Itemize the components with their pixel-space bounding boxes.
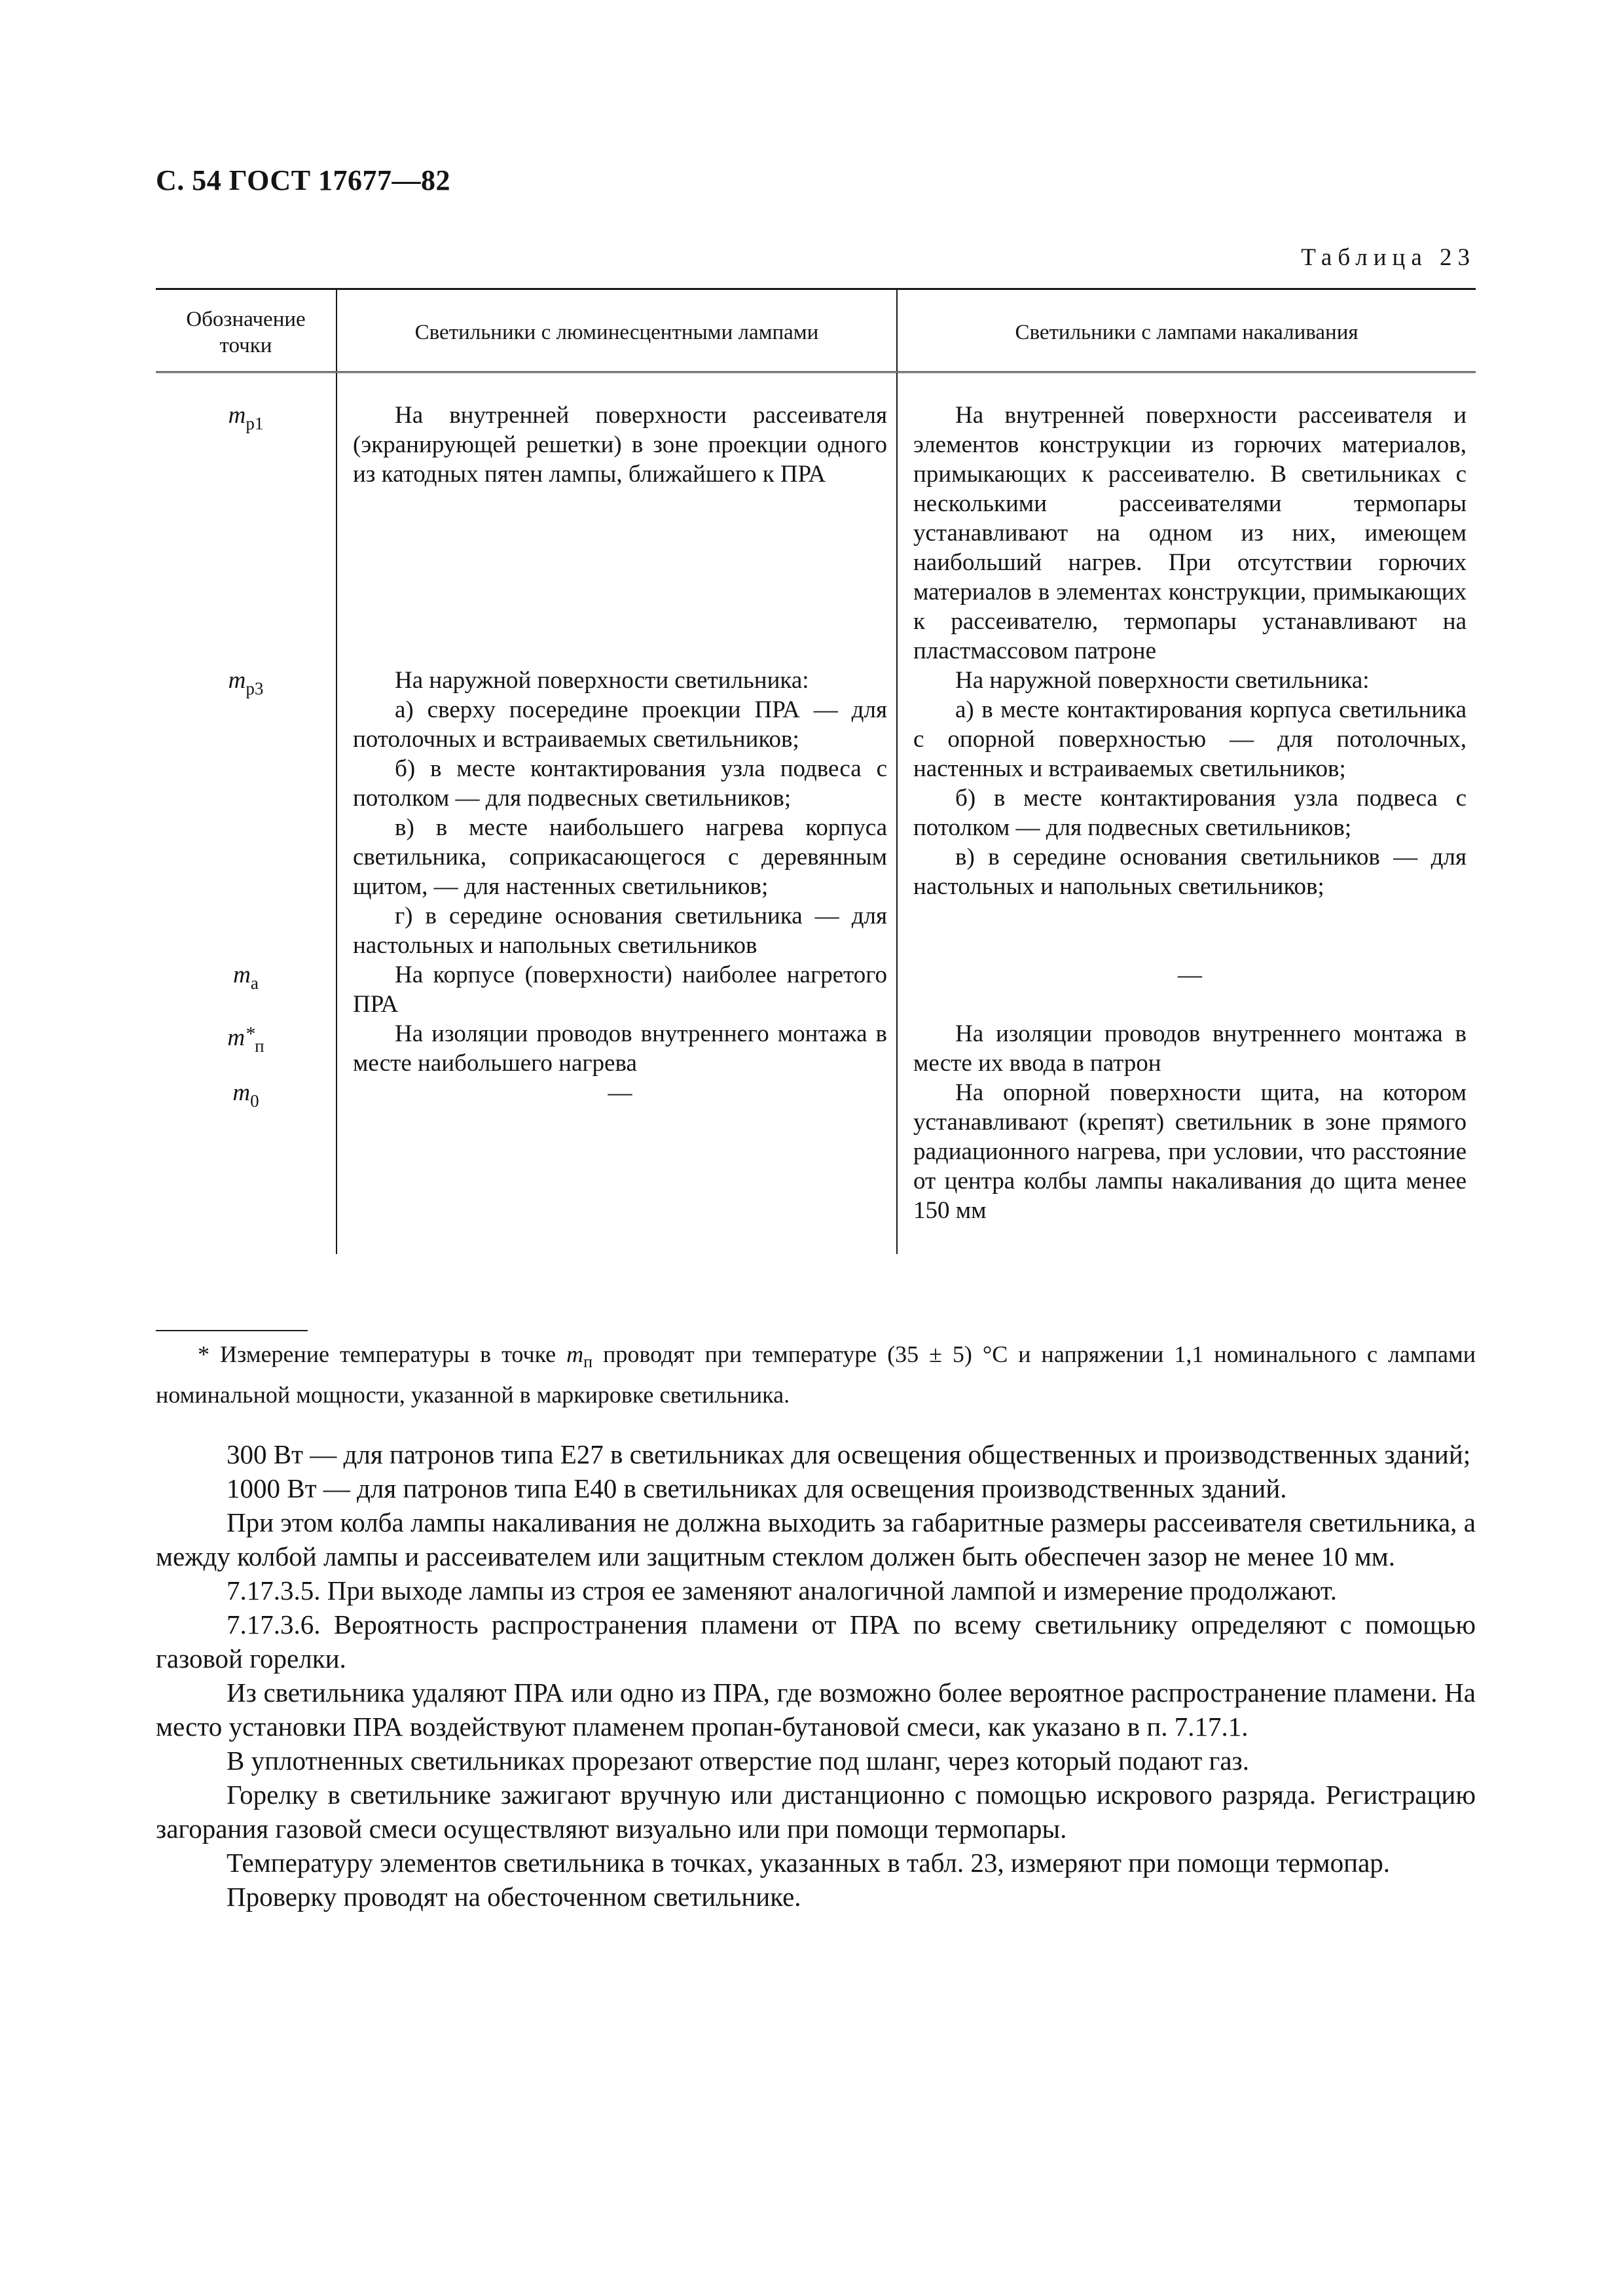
incandescent-text: На опорной поверхности щита, на котором устанавливают (крепят) светильник в зоне прямого радиационного нагрева, при условии, что расстояние от центра колбы лампы накаливания до щита менее 150 мм	[913, 1079, 1467, 1224]
fluorescent-text: а) сверху посередине проекции ПРА — для потолочных и встраиваемых светильников;	[353, 696, 887, 753]
body-paragraph: Из светильника удаляют ПРА или одно из ПРА, где возможно более вероятное распространение пламени. На место установки ПРА воздействуют пламенем пропан-бутановой смеси, как указано в п. 7.17.1.	[156, 1677, 1476, 1742]
footnote-text-after: проводят при температуре (35 ± 5) °С и напряжении 1,1 номинального с лампами номинальной мощности, указанной в маркировке светильника.	[156, 1341, 1476, 1408]
table-23	[156, 288, 1476, 1254]
body-paragraph: 300 Вт — для патронов типа Е27 в светильниках для освещения общественных и производственных зданий;	[227, 1439, 1471, 1469]
incandescent-text: На внутренней поверхности рассеивателя и элементов конструкции из горючих материалов, примыкающих к рассеивателю. В светильниках с несколькими рассеивателями термопары устанавливают на одном из них, имеющем наибольший нагрев. При отсутствии горючих материалов в элементах конструкции, примыкающих к рассеивателю, термопары устанавливают на пластмассовом патроне	[913, 402, 1467, 664]
fluorescent-text: На корпусе (поверхности) наиболее нагретого ПРА	[353, 961, 887, 1018]
body-text	[156, 1437, 1476, 1914]
body-paragraph: При этом колба лампы накаливания не должна выходить за габаритные размеры рассеивателя светильника, а между колбой лампы и рассеивателем или защитным стеклом должен быть обеспечен зазор не менее 10 мм.	[156, 1507, 1476, 1571]
fluorescent-cell	[337, 1019, 897, 1078]
table-header-row	[156, 289, 1476, 372]
fluorescent-cell	[337, 372, 897, 666]
point-symbol: m	[232, 1079, 251, 1106]
incandescent-cell	[897, 1019, 1476, 1078]
point-subscript: р3	[246, 679, 264, 698]
footnote-symbol-sub: п	[583, 1352, 593, 1371]
table-row	[156, 1078, 1476, 1254]
fluorescent-text: На внутренней поверхности рассеивателя (экранирующей решетки) в зоне проекции одного из катодных пятен лампы, ближайшего к ПРА	[353, 402, 887, 488]
point-symbol: m	[233, 961, 251, 988]
fluorescent-text: На наружной поверхности светильника:	[395, 667, 809, 694]
footnote-rule	[156, 1330, 308, 1331]
body-paragraph: 7.17.3.5. При выходе лампы из строя ее заменяют аналогичной лампой и измерение продолжают.	[227, 1575, 1337, 1605]
incandescent-cell	[897, 666, 1476, 960]
table-body	[156, 372, 1476, 1255]
fluorescent-text: На изоляции проводов внутреннего монтажа в месте наибольшего нагрева	[353, 1020, 887, 1077]
incandescent-text: а) в месте контактирования корпуса светильника с опорной поверхностью — для потолочных, настенных и встраиваемых светильников;	[913, 696, 1467, 782]
table-row	[156, 666, 1476, 960]
incandescent-cell	[897, 372, 1476, 666]
point-symbol: m	[228, 667, 246, 694]
point-subscript: р1	[246, 414, 264, 433]
fluorescent-text: б) в месте контактирования узла подвеса с потолком — для подвесных светильников;	[353, 755, 887, 812]
column-header-incandescent: Светильники с лампами накаливания	[897, 289, 1476, 372]
column-header-point: Обозначение точки	[156, 289, 337, 372]
column-header-fluorescent: Светильники с люминесцентными лампами	[337, 289, 897, 372]
point-designation	[156, 1078, 337, 1254]
table-row	[156, 1019, 1476, 1078]
point-subscript: п	[255, 1036, 264, 1056]
point-designation	[156, 372, 337, 666]
point-footnote-mark: *	[245, 1023, 255, 1045]
incandescent-cell	[897, 960, 1476, 1019]
page-header: С. 54 ГОСТ 17677—82	[156, 164, 451, 196]
point-designation	[156, 960, 337, 1019]
fluorescent-text: —	[608, 1079, 632, 1106]
fluorescent-cell	[337, 1078, 897, 1254]
table-caption: Таблица 23	[1301, 244, 1476, 271]
fluorescent-cell	[337, 960, 897, 1019]
body-paragraph: Горелку в светильнике зажигают вручную или дистанционно с помощью искрового разряда. Регистрацию загорания газовой смеси осуществляют визуально или при помощи термопары.	[156, 1780, 1476, 1844]
body-paragraph: Проверку проводят на обесточенном светильнике.	[227, 1882, 801, 1912]
table-row	[156, 372, 1476, 666]
fluorescent-text: в) в месте наибольшего нагрева корпуса светильника, соприкасающегося с деревянным щитом, — для настенных светильников;	[353, 814, 887, 900]
measurement-points-table	[156, 288, 1476, 1254]
footnote-symbol: m	[566, 1341, 584, 1367]
incandescent-text: На наружной поверхности светильника:	[955, 667, 1370, 694]
body-paragraph: В уплотненных светильниках прорезают отверстие под шланг, через который подают газ.	[227, 1746, 1249, 1776]
footnote-text-before: * Измерение температуры в точке	[198, 1341, 567, 1367]
point-designation	[156, 666, 337, 960]
incandescent-text: в) в середине основания светильников — для настольных и напольных светильников;	[913, 844, 1467, 900]
incandescent-cell	[897, 1078, 1476, 1254]
point-symbol: m	[227, 1024, 246, 1051]
body-paragraph: 1000 Вт — для патронов типа Е40 в светильниках для освещения производственных зданий.	[227, 1473, 1287, 1503]
footnote	[156, 1338, 1476, 1411]
body-paragraph: Температуру элементов светильника в точках, указанных в табл. 23, измеряют при помощи термопар.	[227, 1848, 1391, 1878]
point-subscript: а	[250, 973, 259, 993]
fluorescent-cell	[337, 666, 897, 960]
fluorescent-text: г) в середине основания светильника — для настольных и напольных светильников	[353, 903, 887, 959]
point-symbol: m	[228, 402, 246, 429]
incandescent-text: —	[1178, 961, 1202, 988]
incandescent-text: На изоляции проводов внутреннего монтажа в месте их ввода в патрон	[913, 1020, 1467, 1077]
point-designation	[156, 1019, 337, 1078]
point-subscript: 0	[250, 1091, 259, 1111]
table-row	[156, 960, 1476, 1019]
incandescent-text: б) в месте контактирования узла подвеса с потолком — для подвесных светильников;	[913, 785, 1467, 841]
body-paragraph: 7.17.3.6. Вероятность распространения пламени от ПРА по всему светильнику определяют с помощью газовой горелки.	[156, 1609, 1476, 1674]
